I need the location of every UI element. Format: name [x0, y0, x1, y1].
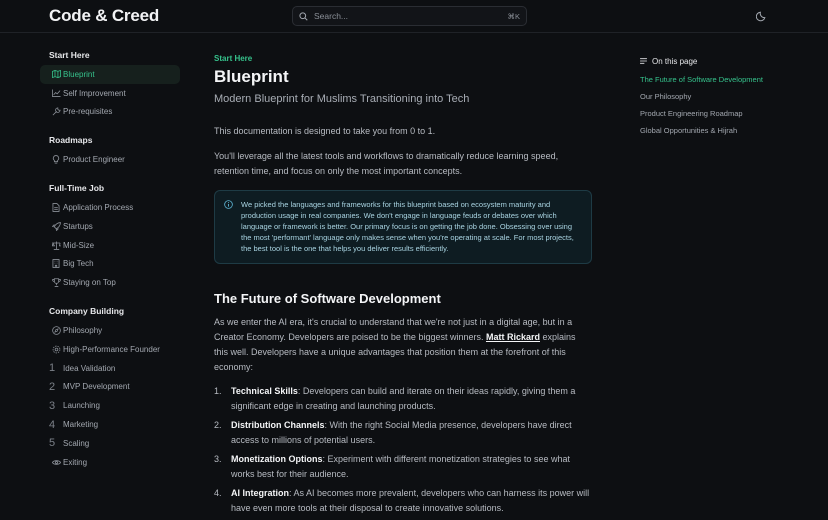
sidebar-item-philosophy[interactable]: [40, 321, 180, 340]
scale-icon: [49, 241, 63, 250]
sidebar-item-label: Philosophy: [63, 326, 103, 336]
sidebar-item-mid-size[interactable]: [40, 236, 180, 255]
sidebar-item-high-performance-founder[interactable]: [40, 340, 180, 359]
table-of-contents: [640, 55, 820, 135]
sidebar-item-label: Exiting: [63, 457, 88, 467]
search-box[interactable]: [292, 6, 527, 26]
list-item-body: [231, 384, 592, 414]
list-item: [214, 418, 592, 448]
sidebar-item-startups[interactable]: [40, 217, 180, 236]
sidebar-item-label: Big Tech: [63, 259, 94, 269]
main-content: [214, 54, 592, 520]
toc-item-global[interactable]: Global Opportunities & Hijrah: [640, 126, 738, 135]
sidebar-item-label: Marketing: [63, 420, 99, 430]
step-number: 2: [49, 380, 56, 393]
list-item-term: Distribution Channels: [231, 420, 325, 430]
list-item: [214, 452, 592, 482]
list-item-term: AI Integration: [231, 488, 289, 498]
intro-paragraph: This documentation is designed to take you from 0 to 1.: [214, 126, 436, 136]
sidebar-item-self-improvement[interactable]: [40, 84, 180, 103]
sidebar-item-blueprint[interactable]: [40, 65, 180, 84]
toc-title: [640, 55, 820, 67]
step-number: 1: [49, 362, 56, 375]
step-number: 3: [49, 399, 56, 412]
sidebar-item-exiting[interactable]: [40, 453, 180, 472]
sidebar-item-label: Pre-requisites: [63, 107, 113, 117]
building-icon: [49, 259, 63, 268]
sidebar-item-mvp-development[interactable]: [40, 378, 180, 397]
search-icon: [299, 12, 308, 21]
list-number: 1.: [214, 386, 222, 396]
section-paragraph: [214, 315, 592, 375]
sidebar-section-title: Start Here: [49, 50, 90, 60]
sidebar-item-label: Scaling: [63, 438, 90, 448]
sidebar-item-idea-validation[interactable]: [40, 359, 180, 378]
toc-item-roadmap[interactable]: Product Engineering Roadmap: [640, 109, 743, 118]
sidebar-item-product-engineer[interactable]: [40, 150, 180, 169]
advantages-list: [214, 384, 592, 516]
compass-icon: [49, 326, 63, 335]
top-bar: [0, 0, 828, 33]
lightbulb-icon: [49, 155, 63, 164]
sidebar-item-label: High-Performance Founder: [63, 344, 160, 354]
sidebar-item-big-tech[interactable]: [40, 255, 180, 274]
step-number: 5: [49, 437, 56, 450]
list-item: [214, 486, 592, 516]
sidebar-item-label: Startups: [63, 221, 93, 231]
sidebar: [40, 45, 180, 472]
sidebar-item-application-process[interactable]: [40, 198, 180, 217]
step-number: 4: [49, 418, 56, 431]
paragraph-text: explains this well. Developers have a unique advantages that position them at the forefront of this economy:: [214, 332, 576, 372]
sidebar-item-label: Self Improvement: [63, 88, 126, 98]
sidebar-item-label: MVP Development: [63, 382, 130, 392]
list-number: 2.: [214, 420, 222, 430]
sidebar-item-label: Idea Validation: [63, 363, 116, 373]
search-shortcut: ⌘K: [507, 11, 520, 21]
sidebar-item-label: Staying on Top: [63, 278, 116, 288]
sidebar-item-label: Blueprint: [63, 69, 95, 79]
breadcrumb[interactable]: Start Here: [214, 54, 253, 63]
moon-icon[interactable]: [756, 10, 768, 22]
list-item-body: [231, 486, 592, 516]
eye-icon: [49, 459, 63, 466]
search-placeholder: Search...: [314, 11, 349, 21]
sidebar-section-title: Roadmaps: [49, 135, 93, 146]
list-number: 4.: [214, 488, 222, 498]
sidebar-item-staying-on-top[interactable]: [40, 273, 180, 292]
sidebar-item-marketing[interactable]: [40, 415, 180, 434]
map-icon: [49, 70, 63, 78]
list-item-text: : Experiment with different monetization strategies to see what works best for their audience.: [231, 454, 570, 479]
list-item-text: : Developers can build and iterate on their ideas rapidly, giving them a significant edge in creating and launching products.: [231, 386, 576, 411]
gear-icon: [49, 345, 63, 354]
info-callout: [214, 190, 592, 264]
list-item-body: [231, 418, 592, 448]
list-item-text: : As AI becomes more prevalent, developers who can harness its power will have even more tools at their disposal to create innovative solutions.: [231, 488, 590, 513]
site-logo[interactable]: Code & Creed: [49, 6, 160, 25]
info-callout-text: We picked the languages and frameworks for this blueprint based on ecosystem maturity and production usage in real companies. We don't engage in language feuds or debates over which language or framework is better. Our primary focus is on getting the job done. Obsessing over using the most 'performant' language only makes sense when you're operating at scale. For most projects, the best tool is the one that helps you deliver results efficiently.: [241, 200, 574, 253]
toc-item-philosophy[interactable]: Our Philosophy: [640, 92, 692, 101]
list-item-text: : With the right Social Media presence, developers have direct access to millions of potential users.: [231, 420, 572, 445]
toc-item-future[interactable]: The Future of Software Development: [640, 75, 763, 84]
list-icon: [640, 58, 647, 64]
wrench-icon: [49, 107, 63, 116]
sidebar-section-title: Company Building: [49, 306, 125, 317]
document-icon: [49, 203, 63, 212]
matt-rickard-link[interactable]: Matt Rickard: [485, 332, 540, 342]
sidebar-item-scaling[interactable]: [40, 434, 180, 453]
sidebar-item-pre-requisites[interactable]: [40, 103, 180, 122]
chart-line-icon: [49, 89, 63, 97]
sidebar-item-label: Application Process: [63, 203, 134, 213]
toc-title-label: On this page: [652, 56, 698, 66]
paragraph-text: As we enter the AI era, it's crucial to understand that we're not just in a digital age, but in a Creator Economy. Developers are poised to be the biggest winners.: [214, 317, 573, 342]
trophy-icon: [49, 278, 63, 287]
page-title: Blueprint: [214, 67, 289, 86]
sidebar-item-label: Product Engineer: [63, 155, 125, 165]
page-subtitle: Modern Blueprint for Muslims Transitioning into Tech: [214, 93, 470, 105]
section-heading: The Future of Software Development: [214, 291, 441, 306]
info-icon: [224, 200, 233, 209]
sidebar-section-title: Full-Time Job: [49, 183, 105, 194]
list-item-term: Monetization Options: [231, 454, 323, 464]
list-item-body: [231, 452, 592, 482]
sidebar-item-launching[interactable]: [40, 396, 180, 415]
sidebar-item-label: Mid-Size: [63, 240, 95, 250]
rocket-icon: [49, 222, 63, 231]
list-item-term: Technical Skills: [231, 386, 298, 396]
list-number: 3.: [214, 454, 222, 464]
intro-paragraph-2: You'll leverage all the latest tools and workflows to dramatically reduce learning speed, retention time, and focus on only the most important concepts.: [214, 151, 559, 176]
sidebar-item-label: Launching: [63, 401, 100, 411]
list-item: [214, 384, 592, 414]
